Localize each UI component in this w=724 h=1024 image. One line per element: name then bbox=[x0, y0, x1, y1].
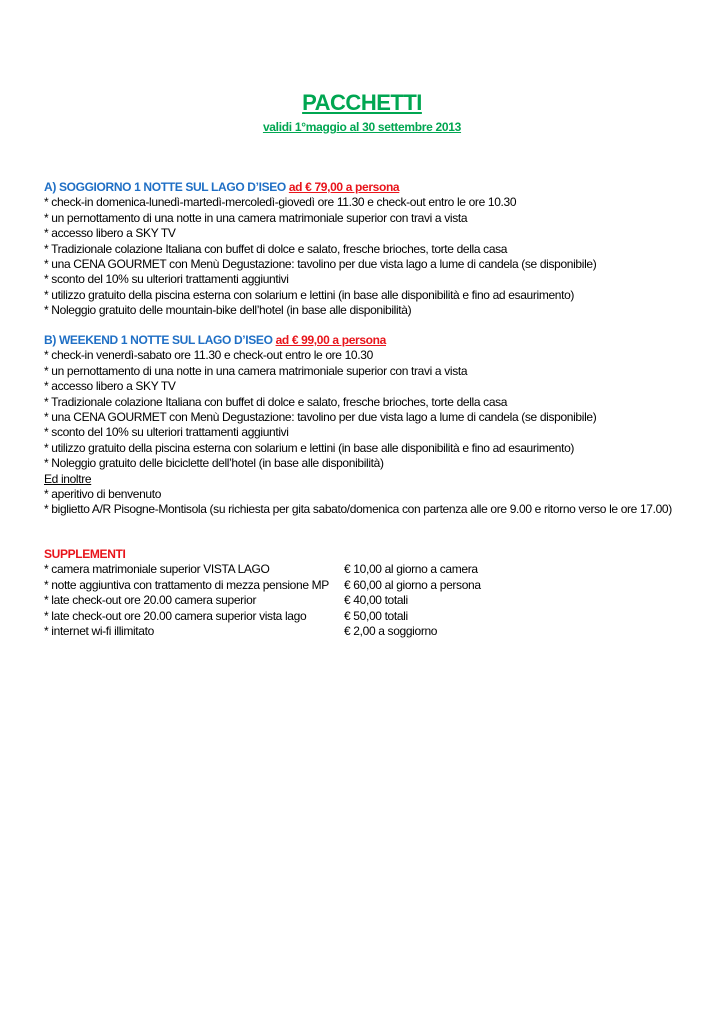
list-item: * check-in venerdì-sabato ore 11.30 e check-out entro le ore 10.30 bbox=[44, 348, 373, 363]
supplement-row bbox=[44, 562, 704, 577]
package-a-heading-line bbox=[44, 180, 704, 195]
list-item: * Noleggio gratuito delle biciclette dell’hotel (in base alle disponibilità) bbox=[44, 456, 384, 471]
list-item: * check-in domenica-lunedì-martedì-mercoledì-giovedì ore 11.30 e check-out entro le ore 10.30 bbox=[44, 195, 517, 210]
page-title: PACCHETTI bbox=[302, 90, 422, 115]
supplement-row bbox=[44, 578, 704, 593]
page-subtitle: validi 1°maggio al 30 settembre 2013 bbox=[262, 120, 462, 134]
supplement-price: € 40,00 totali bbox=[344, 593, 408, 608]
list-item: * utilizzo gratuito della piscina esterna con solarium e lettini (in base alle disponibilità e fino ad esaurimento) bbox=[44, 440, 575, 455]
supplements-heading: SUPPLEMENTI bbox=[44, 547, 126, 561]
package-a-price: ad € 79,00 a persona bbox=[288, 180, 400, 194]
package-b-heading: B) WEEKEND 1 NOTTE SUL LAGO D’ISEO bbox=[44, 333, 273, 347]
supplement-label: * internet wi-fi illimitato bbox=[44, 624, 154, 639]
supplement-price: € 60,00 al giorno a persona bbox=[344, 577, 481, 592]
supplement-row bbox=[44, 624, 704, 639]
package-a-heading: A) SOGGIORNO 1 NOTTE SUL LAGO D’ISEO bbox=[44, 180, 286, 194]
list-item: * accesso libero a SKY TV bbox=[44, 226, 176, 241]
list-item: * sconto del 10% su ulteriori trattamenti aggiuntivi bbox=[44, 272, 289, 287]
package-a-section bbox=[44, 180, 704, 319]
package-b-section bbox=[44, 333, 704, 518]
list-item: * accesso libero a SKY TV bbox=[44, 379, 176, 394]
list-item: * Tradizionale colazione Italiana con buffet di dolce e salato, fresche brioches, torte della casa bbox=[44, 394, 508, 409]
supplement-label: * late check-out ore 20.00 camera superior vista lago bbox=[44, 608, 307, 623]
list-item: * un pernottamento di una notte in una camera matrimoniale superior con travi a vista bbox=[44, 210, 468, 225]
package-b-price: ad € 99,00 a persona bbox=[275, 333, 386, 347]
list-item: * una CENA GOURMET con Menù Degustazione: tavolino per due vista lago a lume di candela (se disponibile) bbox=[44, 410, 597, 425]
supplement-row bbox=[44, 609, 704, 624]
supplement-row bbox=[44, 593, 704, 608]
supplement-price: € 10,00 al giorno a camera bbox=[344, 562, 478, 577]
list-item: * un pernottamento di una notte in una camera matrimoniale superior con travi a vista bbox=[44, 363, 468, 378]
supplement-price: € 50,00 totali bbox=[344, 608, 408, 623]
extra-heading: Ed inoltre bbox=[44, 471, 92, 486]
supplements-section bbox=[44, 547, 704, 639]
list-item: * utilizzo gratuito della piscina esterna con solarium e lettini (in base alle disponibilità e fino ad esaurimento) bbox=[44, 287, 575, 302]
supplement-price: € 2,00 a soggiorno bbox=[344, 624, 438, 639]
list-item: * una CENA GOURMET con Menù Degustazione: tavolino per due vista lago a lume di candela (se disponibile) bbox=[44, 257, 597, 272]
list-item: * biglietto A/R Pisogne-Montisola (su richiesta per gita sabato/domenica con partenza alle ore 9.00 e ritorno verso le ore 17.00) bbox=[44, 502, 672, 517]
supplement-label: * notte aggiuntiva con trattamento di mezza pensione MP bbox=[44, 577, 329, 592]
list-item: * sconto del 10% su ulteriori trattamenti aggiuntivi bbox=[44, 425, 289, 440]
supplement-label: * camera matrimoniale superior VISTA LAGO bbox=[44, 562, 270, 577]
list-item: * Noleggio gratuito delle mountain-bike dell’hotel (in base alle disponibilità) bbox=[44, 303, 412, 318]
supplement-label: * late check-out ore 20.00 camera superior bbox=[44, 593, 257, 608]
list-item: * Tradizionale colazione Italiana con buffet di dolce e salato, fresche brioches, torte della casa bbox=[44, 241, 508, 256]
list-item: * aperitivo di benvenuto bbox=[44, 487, 162, 502]
package-b-heading-line bbox=[44, 333, 704, 348]
